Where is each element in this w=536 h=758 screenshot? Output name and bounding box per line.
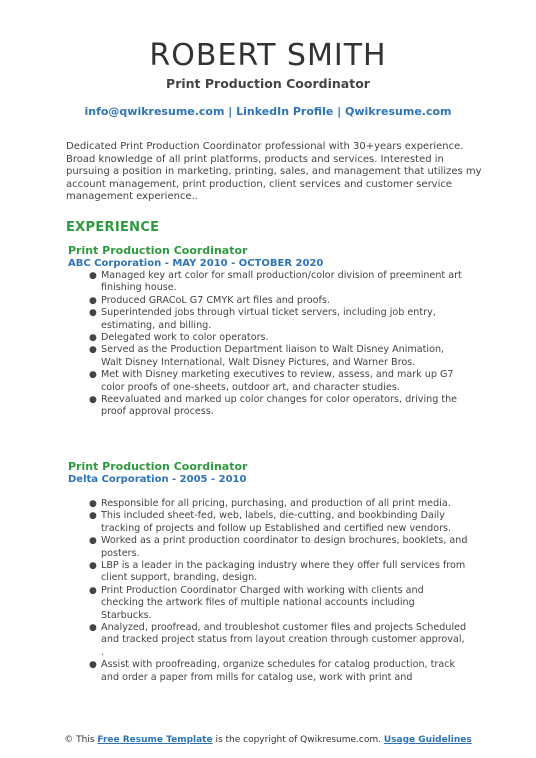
list-item: ● Produced GRACoL G7 CMYK art files and proofs. [89,294,330,306]
list-item: ● Served as the Production Department liaison to Walt Disney Animation, Walt Disney International, Walt Disney Pictures, and Warner Bros. [89,344,445,368]
bullet-icon: ● [89,585,97,596]
copyright-footer [0,735,536,745]
bullet-icon: ● [89,536,97,547]
list-item: ● Assist with proofreading, organize schedules for catalog production, track and order a paper from mills for catalog use, work with print and [89,659,456,683]
list-item: ● Managed key art color for small production/color division of preeminent art finishing house. [89,270,462,294]
bullet-icon: ● [89,295,97,306]
footer-prefix: © This [64,735,98,745]
bullet-icon: ● [89,333,97,344]
contact-separator: | [333,105,345,118]
bullet-icon: ● [89,395,97,406]
list-item: ● This included sheet-fed, web, labels, die-cutting, and bookbinding Daily tracking of projects and follow up Established and certified new vendors. [89,510,452,534]
bullet-icon: ● [89,499,97,509]
website-link[interactable]: Qwikresume.com [345,105,452,118]
bullet-icon: ● [89,660,97,671]
bullet-icon: ● [89,561,97,572]
contact-separator: | [224,105,237,118]
list-item: ● LBP is a leader in the packaging industry where they offer full services from client support, branding, design. [89,560,466,584]
job-title: Print Production Coordinator [68,244,248,257]
contact-line [0,105,536,118]
bullet-icon: ● [89,308,97,319]
job-title: Print Production Coordinator [68,460,248,473]
job-bullets [68,498,468,684]
list-item: ● Worked as a print production coordinator to design brochures, booklets, and posters. [89,535,468,559]
profile-summary: Dedicated Print Production Coordinator professional with 30+years experience. Broad knowledge of all print platforms, products and services. Interested in pursuing a position in marketing, printing, sales, and management that utilizes my account management, print production, client services and customer service management experience.. [66,141,482,203]
email-link[interactable]: info@qwikresume.com [84,105,225,118]
list-item: ● Responsible for all pricing, purchasing, and production of all print media. [89,498,451,509]
bullet-icon: ● [89,271,97,281]
bullet-icon: ● [89,623,97,634]
free-resume-template-link[interactable]: Free Resume Template [97,735,213,745]
experience-heading: EXPERIENCE [66,220,160,235]
job-entry-2 [68,460,468,684]
footer-middle: is the copyright of Qwikresume.com. [212,735,384,745]
usage-guidelines-link[interactable]: Usage Guidelines [383,735,472,745]
list-item: ● Reevaluated and marked up color changes for color operators, driving the proof approval process. [89,394,458,418]
bullet-icon: ● [89,511,97,522]
job-entry-1 [68,244,468,419]
list-item: ● Superintended jobs through virtual ticket servers, including job entry, estimating, and billing. [89,307,436,331]
job-company-dates: ABC Corporation - MAY 2010 - OCTOBER 2020 [68,258,324,269]
list-item: ● Met with Disney marketing executives to review, assess, and mark up G7 color proofs of one-sheets, outdoor art, and character studies. [89,369,454,393]
list-item: ● Print Production Coordinator Charged with working with clients and checking the artwork files of multiple national accounts including Starbucks. [89,584,424,621]
list-item: ● Delegated work to color operators. [89,332,269,344]
job-company-dates: Delta Corporation - 2005 - 2010 [68,474,247,485]
bullet-icon: ● [89,370,97,381]
list-item: ● Analyzed, proofread, and troubleshot customer files and projects Scheduled and tracked project status from layout creation through customer approval, . [89,622,467,658]
bullet-icon: ● [89,345,97,356]
linkedin-link[interactable]: LinkedIn Profile [236,105,334,118]
candidate-name: ROBERT SMITH [149,38,387,73]
job-bullets [68,270,468,419]
job-title-heading: Print Production Coordinator [166,76,370,91]
